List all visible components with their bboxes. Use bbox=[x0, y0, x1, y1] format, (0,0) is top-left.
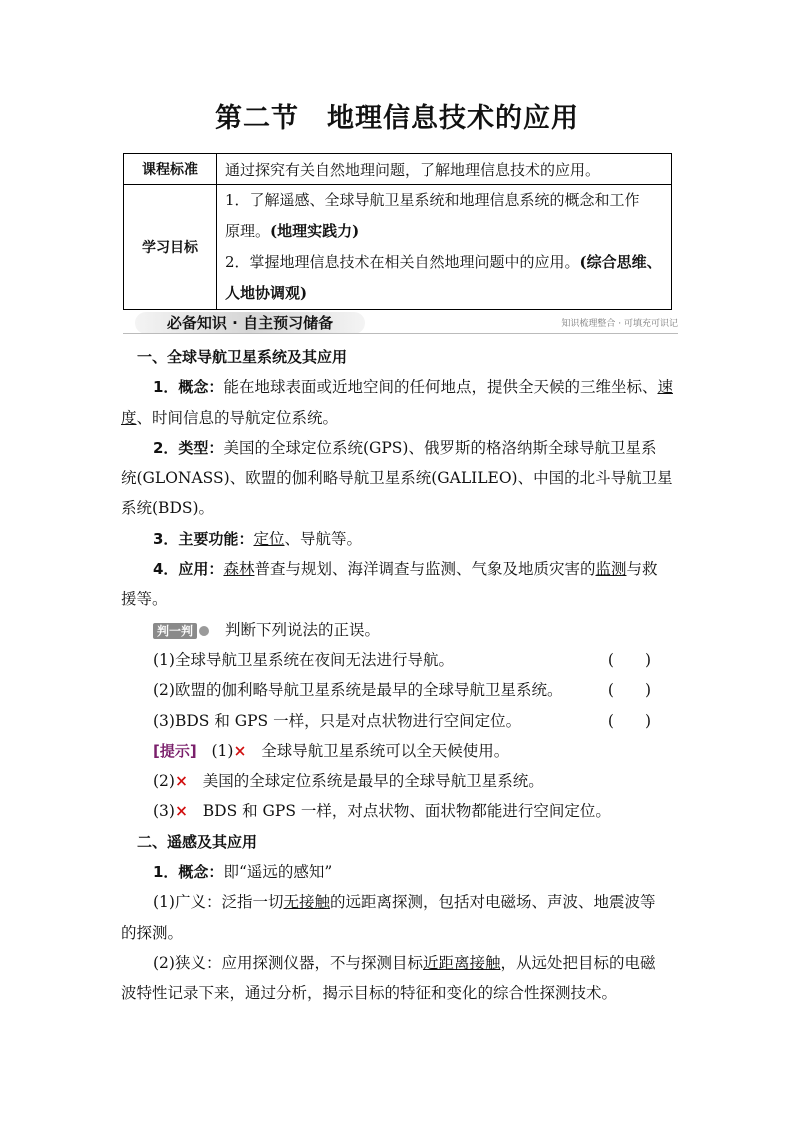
table-head-cell: 学习目标 bbox=[124, 185, 217, 310]
paragraph-text: 援等。 bbox=[121, 590, 168, 609]
goal-line bbox=[225, 247, 663, 278]
paragraph-text: 、导航等。 bbox=[284, 529, 362, 548]
table-body-cell bbox=[217, 185, 672, 310]
underlined-term: 监测 bbox=[595, 560, 627, 579]
cross-icon: × bbox=[174, 801, 188, 821]
underlined-term: 森林 bbox=[223, 560, 255, 579]
paragraph-text: 的远距离探测，包括对电磁场、声波、地震波等 bbox=[329, 893, 656, 912]
answer-blank[interactable]: ( ) bbox=[607, 650, 651, 669]
paragraph-text: 普查与规划、海洋调查与监测、气象及地质灾害的 bbox=[254, 560, 596, 579]
underlined-term: 无接触 bbox=[283, 893, 330, 912]
section-heading: 二、遥感及其应用 bbox=[137, 832, 258, 851]
bullet-dot-icon bbox=[199, 626, 209, 636]
item-label: 4．应用： bbox=[153, 560, 224, 579]
paragraph-functions bbox=[121, 524, 681, 554]
paragraph-rs-concept bbox=[121, 857, 681, 887]
judge-item-text: (1)全球导航卫星系统在夜间无法进行导航。 bbox=[153, 650, 454, 669]
banner-divider bbox=[123, 333, 678, 334]
paragraph-text: 与救 bbox=[626, 560, 658, 579]
cross-icon: × bbox=[233, 740, 247, 760]
goal-line: 1．了解遥感、全球导航卫星系统和地理信息系统的概念和工作 bbox=[225, 191, 640, 209]
item-label: 1．概念： bbox=[153, 863, 224, 882]
paragraph-text: 的探测。 bbox=[121, 923, 184, 942]
judge-item bbox=[121, 706, 681, 736]
hint-number: (2) bbox=[153, 772, 175, 791]
judge-item-text: (3)BDS 和 GPS 一样，只是对点状物进行空间定位。 bbox=[153, 711, 522, 730]
goal-text: 2．掌握地理信息技术在相关自然地理问题中的应用。 bbox=[225, 253, 580, 271]
underlined-term: 速度 bbox=[121, 378, 673, 427]
competency-tag: 人地协调观) bbox=[225, 284, 308, 302]
course-standard-table bbox=[123, 153, 672, 310]
hint-line bbox=[121, 766, 681, 796]
paragraph-text: 波特性记录下来，通过分析，揭示目标的特征和变化的综合性探测技术。 bbox=[121, 984, 618, 1003]
hint-text: 全球导航卫星系统可以全天候使用。 bbox=[261, 741, 510, 760]
judge-item-text: (2)欧盟的伽利略导航卫星系统是最早的全球导航卫星系统。 bbox=[153, 681, 563, 700]
banner-title: 必备知识 · 自主预习储备 bbox=[135, 312, 365, 334]
judge-badge: 判一判 bbox=[153, 623, 197, 639]
answer-blank[interactable]: ( ) bbox=[607, 681, 651, 700]
item-label: 3．主要功能： bbox=[153, 529, 254, 548]
section-heading: 一、全球导航卫星系统及其应用 bbox=[137, 348, 348, 366]
competency-tag: (综合思维、 bbox=[579, 253, 662, 271]
hint-number: (3) bbox=[153, 802, 175, 821]
hint-text: 美国的全球定位系统是最早的全球导航卫星系统。 bbox=[202, 772, 544, 791]
cross-icon: × bbox=[174, 771, 188, 791]
paragraph-narrow bbox=[121, 948, 681, 1009]
hint-number: (1) bbox=[211, 741, 234, 760]
banner-subtitle: 知识梳理整合 · 可填充可识记 bbox=[561, 319, 678, 329]
answer-blank[interactable]: ( ) bbox=[607, 711, 651, 730]
paragraph-text: 、时间信息的导航定位系统。 bbox=[136, 408, 339, 427]
paragraph-applications bbox=[121, 554, 681, 615]
paragraph-text: ，从远处把目标的电磁 bbox=[500, 953, 656, 972]
judge-item bbox=[121, 645, 681, 675]
paragraph-text: 美国的全球定位系统(GPS)、俄罗斯的格洛纳斯全球导航卫星系 bbox=[223, 438, 657, 457]
hint-line bbox=[121, 796, 681, 826]
goal-text: 原理。 bbox=[225, 222, 271, 240]
page-title: 第二节 地理信息技术的应用 bbox=[215, 103, 579, 134]
paragraph-text: 统(GLONASS)、欧盟的伽利略导航卫星系统(GALILEO)、中国的北斗导航卫星 bbox=[121, 469, 673, 488]
hint-text: BDS 和 GPS 一样，对点状物、面状物都能进行空间定位。 bbox=[202, 802, 611, 821]
item-label: 2．类型： bbox=[153, 438, 224, 457]
paragraph-text: 即“遥远的感知” bbox=[223, 863, 333, 882]
paragraph-broad bbox=[121, 887, 681, 948]
competency-tag: (地理实践力) bbox=[270, 222, 360, 240]
paragraph-concept bbox=[121, 372, 681, 433]
goal-line bbox=[225, 216, 663, 247]
judge-prompt bbox=[121, 615, 681, 645]
judge-prompt-text: 判断下列说法的正误。 bbox=[225, 620, 381, 639]
paragraph-types bbox=[121, 433, 681, 524]
judge-item bbox=[121, 675, 681, 705]
paragraph-text: (1)广义：泛指一切 bbox=[153, 893, 284, 912]
paragraph-text: 系统(BDS)。 bbox=[121, 499, 215, 518]
underlined-term: 定位 bbox=[253, 529, 285, 548]
table-body-cell: 通过探究有关自然地理问题，了解地理信息技术的应用。 bbox=[217, 154, 672, 185]
table-row bbox=[124, 185, 672, 310]
main-content bbox=[121, 342, 681, 1009]
table-head-cell: 课程标准 bbox=[124, 154, 217, 185]
underlined-term: 近距离接触 bbox=[422, 953, 501, 972]
paragraph-text: (2)狭义：应用探测仪器，不与探测目标 bbox=[153, 953, 423, 972]
hint-label: [提示] bbox=[153, 741, 197, 760]
hint-line bbox=[121, 736, 681, 766]
section-banner bbox=[123, 312, 678, 334]
item-label: 1．概念： bbox=[153, 378, 224, 397]
paragraph-text: 能在地球表面或近地空间的任何地点，提供全天候的三维坐标、 bbox=[223, 378, 658, 397]
table-row bbox=[124, 154, 672, 185]
